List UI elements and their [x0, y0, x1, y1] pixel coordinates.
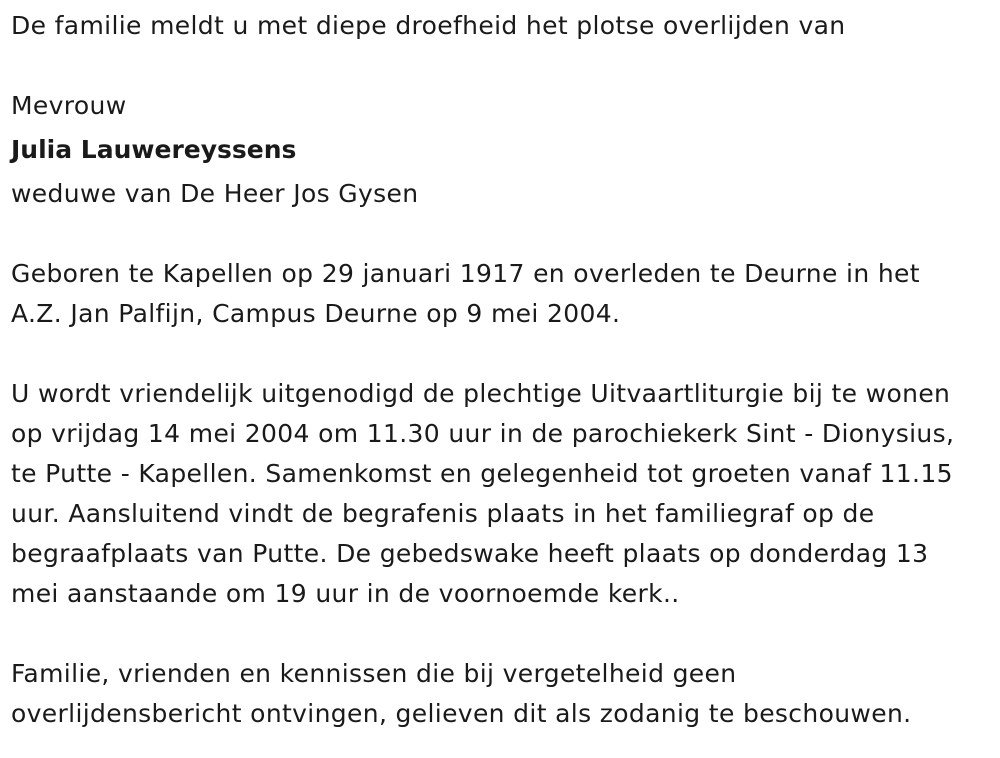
birth-death-paragraph: [11, 254, 996, 334]
birth-death-line: A.Z. Jan Palfijn, Campus Deurne op 9 mei 2004.: [11, 299, 621, 328]
funeral-service-paragraph: [11, 374, 996, 614]
service-line: te Putte - Kapellen. Samenkomst en gelegenheid tot groeten vanaf 11.15: [11, 459, 953, 488]
honorific: Mevrouw: [11, 91, 127, 120]
service-line: op vrijdag 14 mei 2004 om 11.30 uur in de parochiekerk Sint - Dionysius,: [11, 419, 955, 448]
service-line: mei aanstaande om 19 uur in de voornoemde kerk..: [11, 579, 680, 608]
service-line: begraafplaats van Putte. De gebedswake heeft plaats op donderdag 13: [11, 539, 929, 568]
deceased-name: Julia Lauwereyssens: [11, 135, 297, 164]
intro-text: De familie meldt u met diepe droefheid het plotse overlijden van: [11, 11, 846, 40]
closing-paragraph: [11, 654, 996, 734]
closing-line: Familie, vrienden en kennissen die bij vergetelheid geen: [11, 659, 737, 688]
deceased-block: [11, 86, 996, 214]
intro-paragraph: [11, 6, 996, 46]
service-line: U wordt vriendelijk uitgenodigd de plechtige Uitvaartliturgie bij te wonen: [11, 379, 951, 408]
closing-line: overlijdensbericht ontvingen, gelieven dit als zodanig te beschouwen.: [11, 699, 912, 728]
birth-death-line: Geboren te Kapellen op 29 januari 1917 en overleden te Deurne in het: [11, 259, 920, 288]
service-line: uur. Aansluitend vindt de begrafenis plaats in het familiegraf op de: [11, 499, 875, 528]
obituary-document: [11, 6, 996, 734]
spouse-line: weduwe van De Heer Jos Gysen: [11, 179, 419, 208]
